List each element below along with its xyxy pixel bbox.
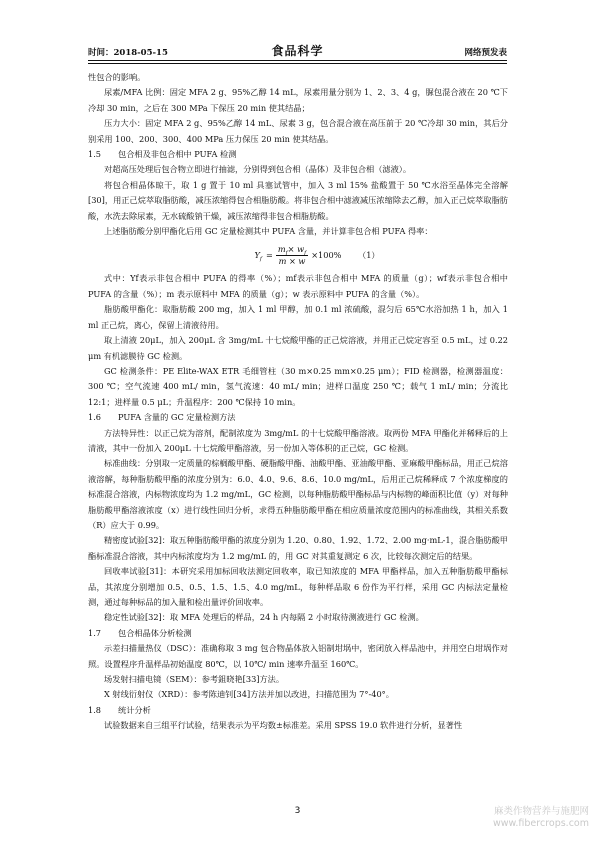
paragraph: 示差扫描量热仪（DSC）：准确称取 3 mg 包合物晶体放入铝制坩埚中，密闭放入样品池中，并用空白坩埚作对照。设置程序升温样品初始温度 80℃，以 10℃/ min 速率升温至 160℃。 [88, 643, 508, 669]
fraction-denominator: m × w [278, 255, 306, 266]
equation-lhs-subscript: f [259, 256, 262, 263]
paragraph: 试验数据来自三组平行试验，结果表示为平均数±标准差。采用 SPSS 19.0 软件进行分析，显著性 [104, 720, 463, 731]
page-number: 3 [294, 806, 301, 816]
paragraph: 精密度试验[32]：取五种脂肪酸甲酯的浓度分别为 1.20、0.80、1.92、1.72、2.00 mg·mL-1，混合脂肪酸甲酯标准混合溶液，其中内标浓度均为 1.2 mg/mL 的，用 GC 对其重复测定 6 次，比较每次测定后的结果。 [88, 535, 508, 561]
section-title: 包合相及非包合相中 PUFA 检测 [118, 149, 237, 160]
section-heading [88, 703, 508, 718]
header-date: 时间：2018-05-15 [88, 48, 168, 58]
paragraph: 稳定性试验[32]：取 MFA 处理后的样品，24 h 内每隔 2 小时取待测液进行 GC 检测。 [104, 612, 424, 623]
section-title: PUFA 含量的 GC 定量检测方法 [118, 412, 236, 423]
section-title: 包合相晶体分析检测 [118, 627, 192, 638]
paragraph: 对超高压处理后包合物立即进行抽滤，分别得到包合相（晶体）及非包合相（滤液）。 [104, 164, 412, 175]
paragraph: 回收率试验[31]：本研究采用加标回收法测定回收率，取已知浓度的 MFA 甲酯样品，加入五种脂肪酸甲酯标品，其浓度分别增加 0.5、0.5、1.5、1.5、4.0 mg/mL，每种样品取 6 份作为平行样，采用 GC 内标法定量检测，通过每种标品的加入量和检出量评价回收率。 [88, 566, 508, 607]
watermark-url: www.fibercrops.com [492, 818, 589, 829]
section-number: 1.8 [88, 704, 102, 715]
paragraph: 取上清液 20μL，加入 200μL 含 3mg/mL 十七烷酸甲酯的正己烷溶液，并用正己烷定容至 0.5 mL，过 0.22 μm 有机滤膜待 GC 检测。 [88, 335, 508, 361]
equation-number: （1） [358, 249, 380, 260]
section-heading [88, 410, 508, 425]
numerator-w-subscript: f [304, 250, 307, 257]
section-heading [88, 626, 508, 641]
watermark-name: 麻类作物营养与施肥网 [493, 806, 589, 817]
paragraph: 式中：Yf表示非包合相中 PUFA 的得率（%）；mf表示非包合相中 MFA 的质量（g）；wf表示非包合相中 PUFA 的含量（%）；m 表示原料中 MFA 的质量（g）；w 表示原料中 PUFA 的含量（%）。 [88, 273, 508, 299]
paragraph: 压力大小：固定 MFA 2 g、95%乙醇 14 mL、尿素 3 g，包合混合液在高压前于 20 ℃冷却 30 min，其后分别采用 100、200、300、400 MPa 压力保压 20 min 使其结晶。 [88, 118, 508, 144]
section-title: 统计分析 [118, 704, 151, 715]
paragraph: 性包合的影响。 [88, 72, 146, 82]
equation-lhs [255, 248, 262, 263]
equation-equals: = [265, 249, 273, 260]
watermark [493, 806, 589, 830]
paragraph: 将包合相晶体晾干，取 1 g 置于 10 ml 具塞试管中，加入 3 ml 15% 盐酸置于 50 ℃水浴至晶体完全溶解[30]，用正己烷萃取脂肪酸，减压浓缩得包合相脂肪酸。将非包合相中滤液减压浓缩除去乙醇，加入正己烷萃取脂肪酸，水洗去除尿素，无水硫酸钠干燥，减压浓缩得非包合相脂肪酸。 [88, 179, 508, 221]
paragraph: 脂肪酸甲酯化：取脂肪酸 200 mg，加入 1 ml 甲醇，加 0.1 ml 浓硫酸，混匀后 65℃水浴加热 1 h，加入 1 ml 正己烷，离心，保留上清液待用。 [88, 304, 508, 330]
header-rule [88, 60, 507, 64]
section-number: 1.6 [88, 412, 102, 423]
paragraph: 尿素/MFA 比例：固定 MFA 2 g、95%乙醇 14 mL，尿素用量分别为 1、2、3、4 g，脲包混合液在 20 ℃下冷却 30 min，之后在 300 MPa 下保压 20 min 使其结晶； [88, 87, 508, 113]
numerator-times-w: × w [287, 243, 305, 254]
equation-fraction [276, 244, 308, 267]
running-header [88, 42, 507, 60]
paragraph: GC 检测条件：PE Elite-WAX ETR 毛细管柱（30 m×0.25 mm×0.25 μm）；FID 检测器，检测器温度：300 ℃；空气流速 400 mL/ min，氢气流速：40 mL/ min；进样口温度 250 ℃；载气 1 mL/ min；分流比 12:1；进样量 0.5 μL；升温程序：200 ℃保持 10 min。 [88, 365, 508, 407]
equation-tail: ×100% [311, 249, 342, 260]
equation-1 [88, 239, 508, 271]
header-label: 网络预发表 [464, 48, 507, 58]
section-number: 1.5 [88, 149, 102, 160]
paragraph: 标准曲线：分别取一定质量的棕榈酸甲酯、硬脂酸甲酯、油酸甲酯、亚油酸甲酯、亚麻酸甲酯标品，用正己烷溶液溶解，每种脂肪酸甲酯的浓度分别为：6.0、4.0、9.6、8.6、10.0 mg/mL，后用正己烷稀释成 7 个浓度梯度的标准混合溶液，内标物浓度均为 1.2 mg/mL，GC 检测，以每种脂肪酸甲酯标品与内标物的峰面积比值（y）对每种脂肪酸甲酯溶液浓度（x）进行线性回归分析，求得五种脂肪酸甲酯在相应质量浓度范围内的标准曲线，其相关系数（R）应大于 0.99。 [88, 458, 508, 530]
section-number: 1.7 [88, 627, 102, 638]
section-heading [88, 147, 508, 162]
journal-name: 食品科学 [271, 44, 324, 58]
paragraph: X 射线衍射仪（XRD）：参考陈迪钊[34]方法并加以改进，扫描范围为 7°-40°。 [104, 689, 394, 700]
equation-lhs-symbol: Y [254, 249, 260, 260]
fraction-numerator [276, 244, 308, 256]
paragraph: 上述脂肪酸分别甲酯化后用 GC 定量检测其中 PUFA 含量，并计算非包合相 PUFA 得率： [104, 226, 433, 237]
body-text [88, 70, 508, 734]
numerator-m-subscript: f [285, 250, 288, 257]
paragraph: 方法特异性：以正己烷为溶剂，配制浓度为 3mg/mL 的十七烷酸甲酯溶液。取两份 MFA 甲酯化并稀释后的上清液，其中一份加入 200μL 十七烷酸甲酯溶液，另一份加入等体积的正己烷，GC 检测。 [88, 427, 508, 453]
numerator-m: m [277, 243, 286, 254]
paragraph: 场发射扫描电镜（SEM）：参考鉏晓艳[33]方法。 [104, 674, 285, 685]
